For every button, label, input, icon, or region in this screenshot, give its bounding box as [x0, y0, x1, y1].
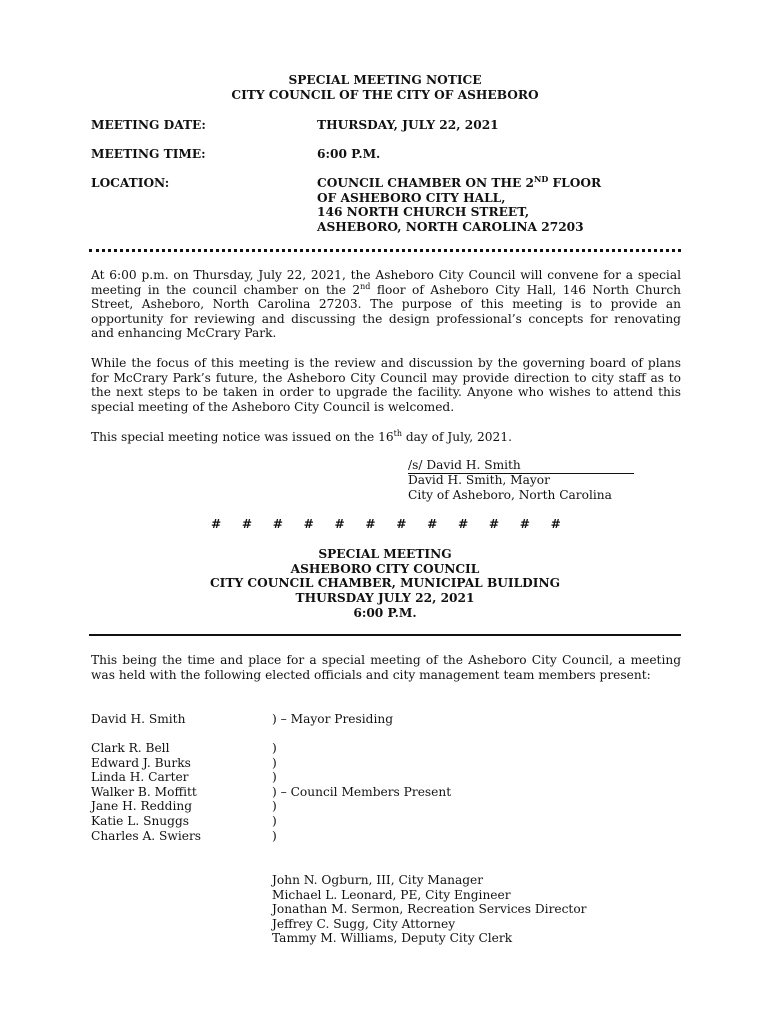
hash-mark: #	[365, 517, 376, 531]
notice-subtitle: CITY COUNCIL OF THE CITY OF ASHEBORO	[231, 88, 539, 102]
council-member: Clark R. Bell	[91, 741, 170, 755]
mayor-name: David H. Smith	[91, 712, 186, 726]
bracket-mark: )	[272, 813, 277, 828]
meeting-date-value: THURSDAY, JULY 22, 2021	[317, 118, 499, 132]
hash-mark: #	[303, 517, 314, 531]
staff-member: John N. Ogburn, III, City Manager	[272, 873, 484, 887]
solid-divider	[89, 634, 681, 636]
notice-title: SPECIAL MEETING NOTICE	[288, 73, 482, 87]
hash-mark: #	[488, 517, 500, 531]
meeting-time-label: MEETING TIME:	[91, 147, 206, 161]
council-member-names	[91, 741, 201, 843]
location-label: LOCATION:	[91, 176, 170, 190]
council-member: Linda H. Carter	[91, 770, 189, 785]
bracket-mark: )	[272, 770, 277, 785]
staff-list	[272, 873, 587, 946]
minutes-header-line-5: 6:00 P.M.	[353, 606, 417, 620]
mayor-role: ) – Mayor Presiding	[272, 712, 394, 726]
staff-member: Jeffrey C. Sugg, City Attorney	[272, 916, 456, 931]
bracket-mark: )	[272, 741, 277, 755]
minutes-header-line-3: CITY COUNCIL CHAMBER, MUNICIPAL BUILDING	[209, 576, 560, 590]
bracket-mark: )	[272, 755, 277, 770]
staff-member: Michael L. Leonard, PE, City Engineer	[272, 887, 511, 902]
hash-mark: #	[550, 517, 561, 531]
council-member: Katie L. Snuggs	[91, 813, 189, 828]
notice-paragraph-1: At 6:00 p.m. on Thursday, July 22, 2021, the Asheboro City Council will convene for a special meeting in the council chamber on the 2nd floor of Asheboro City Hall, 146 North Church Street, Asheboro, North Carolina 27203. The purpose of this meeting is to provide an opportunity for reviewing and discussing the design professional’s concepts for renovating and enhancing McCrary Park.	[91, 268, 681, 341]
hash-mark: #	[519, 517, 530, 531]
hash-mark: #	[458, 517, 469, 531]
minutes-header-line-2: ASHEBORO CITY COUNCIL	[290, 562, 480, 576]
council-member: Walker B. Moffitt	[91, 784, 197, 799]
meeting-time-value: 6:00 P.M.	[317, 147, 381, 161]
meeting-date-label: MEETING DATE:	[91, 118, 206, 132]
signature-line: /s/ David H. Smith	[408, 458, 634, 474]
hash-mark: #	[334, 517, 345, 531]
staff-member: Jonathan M. Sermon, Recreation Services Director	[272, 902, 587, 917]
council-member-brackets	[272, 741, 451, 843]
dotted-divider	[89, 249, 681, 252]
notice-paragraph-2: While the focus of this meeting is the review and discussion by the governing board of plans for McCrary Park’s future, the Asheboro City Council may provide direction to city staff as to the next steps to be taken in order to upgrade the facility. Anyone who wishes to attend this special meeting of the Asheboro City Council is welcomed.	[91, 356, 681, 414]
council-member: Edward J. Burks	[91, 755, 191, 770]
bracket-mark: )	[272, 799, 277, 814]
signature-title: City of Asheboro, North Carolina	[408, 488, 612, 502]
hash-mark: #	[396, 517, 407, 531]
hash-mark: #	[211, 517, 222, 531]
notice-paragraph-3: This special meeting notice was issued on the 16th day of July, 2021.	[91, 428, 512, 444]
minutes-header-line-4: THURSDAY JULY 22, 2021	[295, 591, 475, 605]
hash-mark: #	[272, 517, 283, 531]
council-member: Jane H. Redding	[91, 799, 193, 814]
bracket-mark: )	[272, 828, 277, 843]
minutes-header-line-1: SPECIAL MEETING	[318, 547, 452, 561]
council-member: Charles A. Swiers	[91, 828, 202, 843]
hash-mark: #	[427, 517, 438, 531]
hash-mark: #	[241, 517, 253, 531]
staff-member: Tammy M. Williams, Deputy City Clerk	[272, 931, 513, 946]
location-value: COUNCIL CHAMBER ON THE 2ND FLOOR OF ASHEBORO CITY HALL, 146 NORTH CHURCH STREET, ASHEBORO, NORTH CAROLINA 27203	[317, 173, 602, 234]
hash-separator	[211, 517, 561, 531]
council-members-present-label: ) – Council Members Present	[272, 784, 452, 799]
signature-name: David H. Smith, Mayor	[408, 473, 550, 487]
minutes-intro: This being the time and place for a special meeting of the Asheboro City Council, a meeting was held with the following elected officials and city management team members present:	[91, 653, 681, 682]
